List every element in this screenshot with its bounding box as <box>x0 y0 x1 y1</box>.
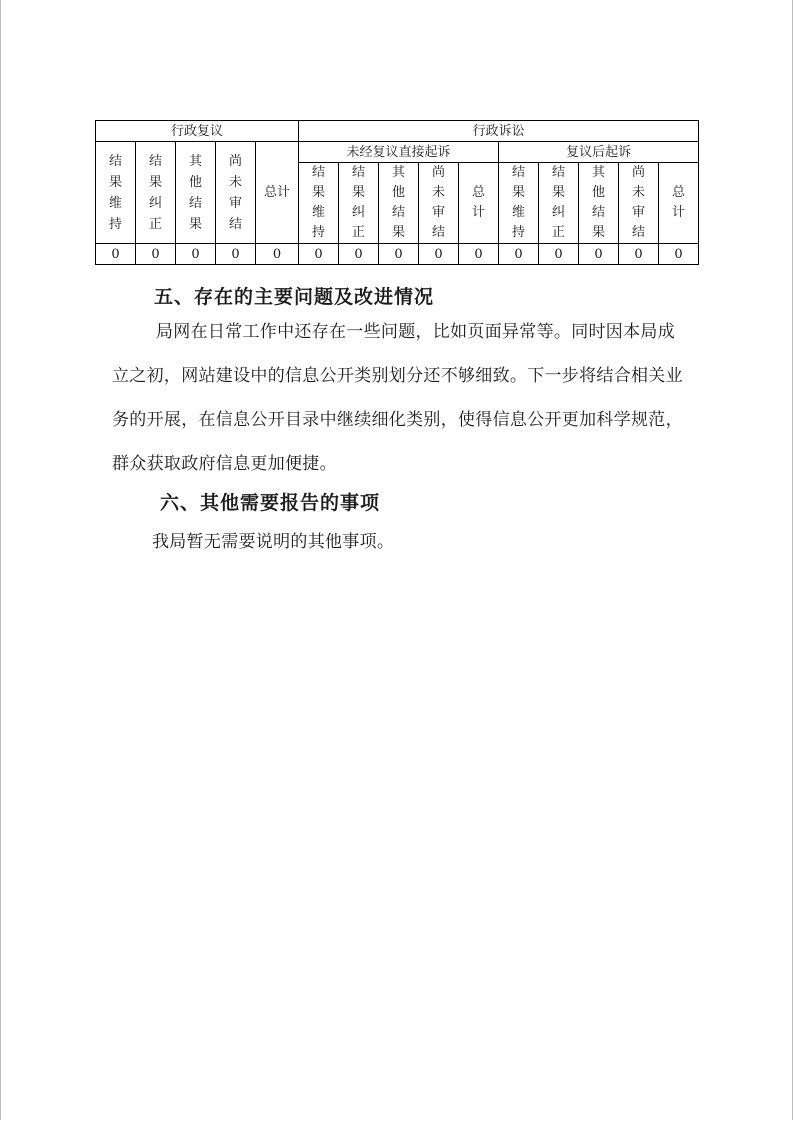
header-admin-litigation: 行政诉讼 <box>299 121 699 142</box>
cell-value: 0 <box>299 244 339 265</box>
section6-heading: 六、其他需要报告的事项 <box>160 492 381 514</box>
section5-heading: 五、存在的主要问题及改进情况 <box>154 286 435 308</box>
col-direct-pending: 尚未审结 <box>419 163 459 244</box>
section6-paragraph: 我局暂无需要说明的其他事项。 <box>152 532 395 552</box>
cell-value: 0 <box>419 244 459 265</box>
col-after-pending: 尚未审结 <box>619 163 659 244</box>
col-after-total: 总计 <box>659 163 699 244</box>
header-after-review-litigation: 复议后起诉 <box>499 142 699 163</box>
col-review-other: 其他结果 <box>176 142 216 244</box>
col-after-corrected: 结果纠正 <box>539 163 579 244</box>
col-direct-total: 总计 <box>459 163 499 244</box>
admin-review-litigation-table <box>95 120 699 265</box>
col-after-other: 其他结果 <box>579 163 619 244</box>
header-direct-litigation: 未经复议直接起诉 <box>299 142 499 163</box>
header-admin-review: 行政复议 <box>96 121 299 142</box>
section5-paragraph: 局网在日常工作中还存在一些问题，比如页面异常等。同时因本局成立之初，网站建设中的信息公开类别划分还不够细致。下一步将结合相关业务的开展，在信息公开目录中继续细化类别，使得信息公开更加科学规范，群众获取政府信息更加便捷。 <box>112 322 683 474</box>
col-review-corrected: 结果纠正 <box>136 142 176 244</box>
col-direct-corrected: 结果纠正 <box>339 163 379 244</box>
cell-value: 0 <box>216 244 256 265</box>
cell-value: 0 <box>659 244 699 265</box>
col-review-maintained: 结果维持 <box>96 142 136 244</box>
col-after-maintained: 结果维持 <box>499 163 539 244</box>
cell-value: 0 <box>176 244 216 265</box>
cell-value: 0 <box>339 244 379 265</box>
col-review-pending: 尚未审结 <box>216 142 256 244</box>
cell-value: 0 <box>459 244 499 265</box>
cell-value: 0 <box>499 244 539 265</box>
cell-value: 0 <box>619 244 659 265</box>
cell-value: 0 <box>96 244 136 265</box>
cell-value: 0 <box>379 244 419 265</box>
col-direct-maintained: 结果维持 <box>299 163 339 244</box>
col-review-total: 总计 <box>256 142 299 244</box>
table-row <box>96 244 699 265</box>
cell-value: 0 <box>579 244 619 265</box>
col-direct-other: 其他结果 <box>379 163 419 244</box>
cell-value: 0 <box>539 244 579 265</box>
cell-value: 0 <box>136 244 176 265</box>
cell-value: 0 <box>256 244 299 265</box>
